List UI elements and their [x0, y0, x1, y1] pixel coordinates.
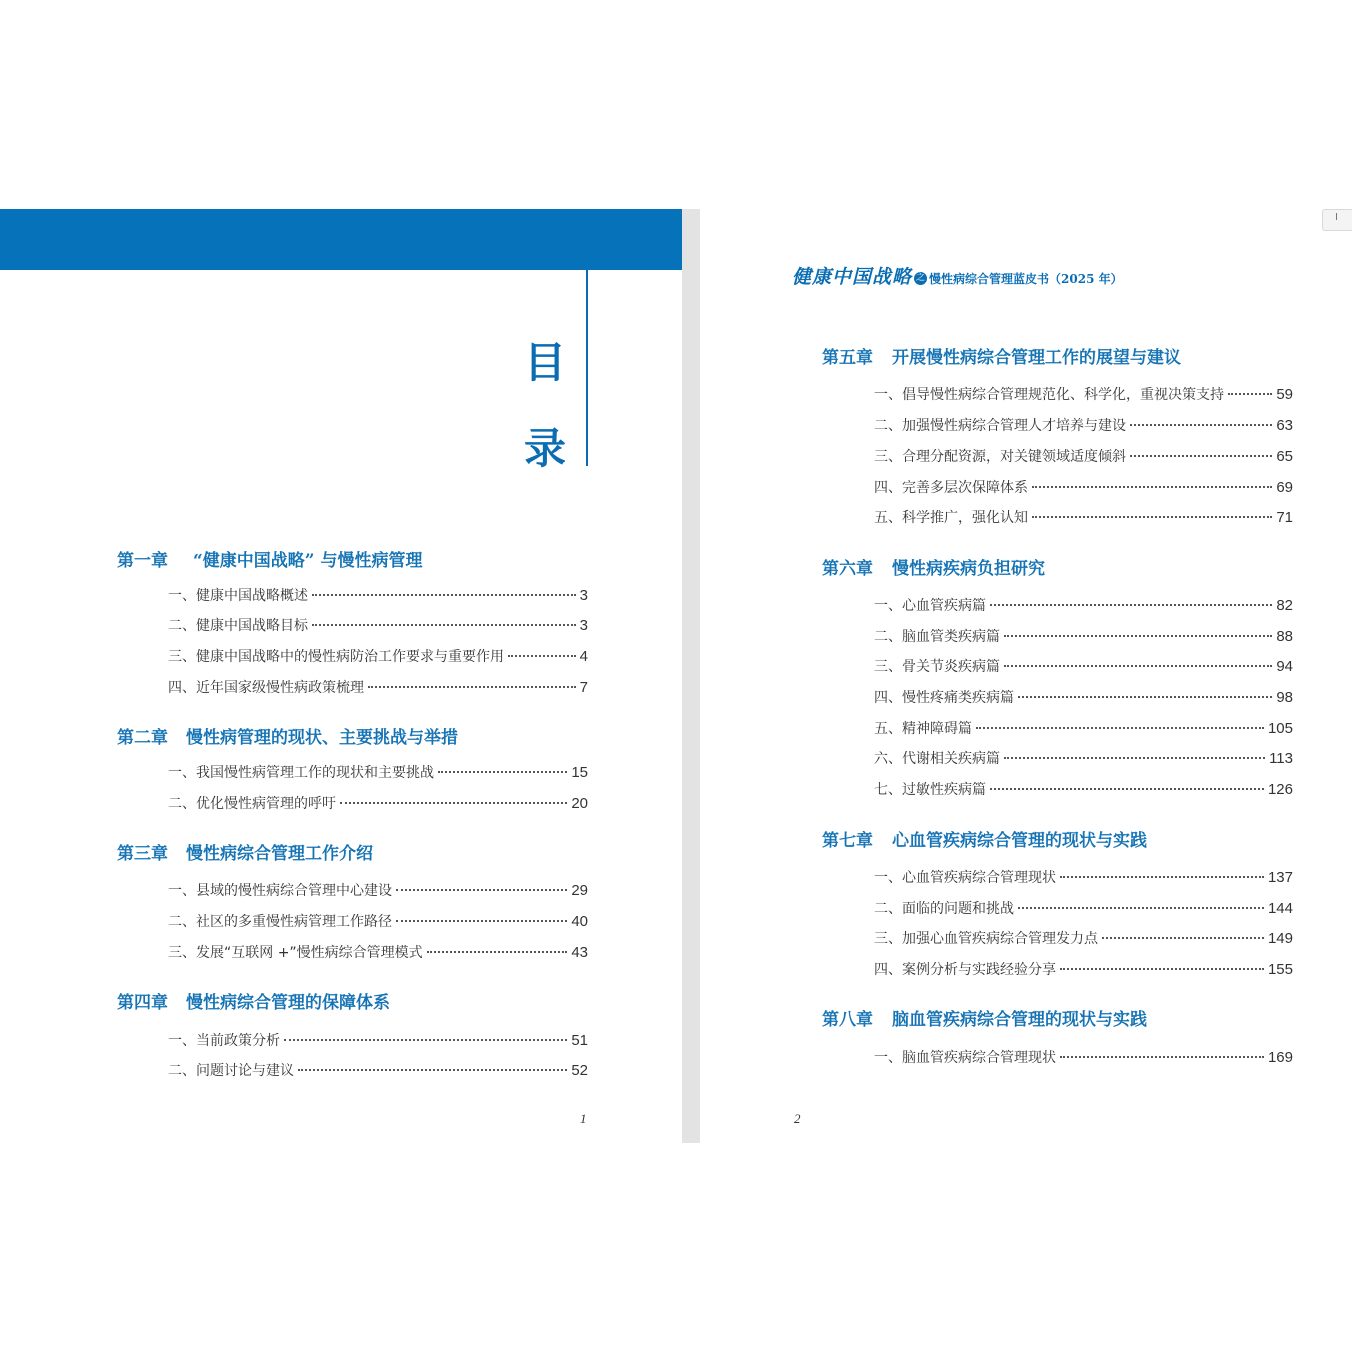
running-head-subtitle: 慢性病综合管理蓝皮书（2025 年） — [929, 272, 1123, 286]
toc-entry-page: 52 — [571, 1062, 588, 1079]
toc-entry-title: 二、加强慢性病综合管理人才培养与建设 — [874, 418, 1126, 434]
toc-entry[interactable] — [168, 585, 588, 605]
toc-entry-title: 四、案例分析与实践经验分享 — [874, 962, 1056, 978]
toc-entry-page: 98 — [1276, 689, 1293, 706]
toc-entry-title: 一、我国慢性病管理工作的现状和主要挑战 — [168, 765, 434, 781]
toc-entry[interactable] — [874, 415, 1293, 435]
toc-entry-page: 82 — [1276, 597, 1293, 614]
dot-leader — [1130, 424, 1272, 426]
toc-entry-title: 一、心血管疾病篇 — [874, 598, 986, 614]
toc-entry[interactable] — [874, 446, 1293, 466]
toc-entry[interactable] — [874, 928, 1293, 948]
chapter-title: 慢性病综合管理工作介绍 — [186, 844, 373, 864]
dot-leader — [1004, 757, 1265, 759]
page-number-right: 2 — [794, 1111, 801, 1126]
toc-entry-title: 五、精神障碍篇 — [874, 721, 972, 737]
toc-entry[interactable] — [874, 959, 1293, 979]
dot-leader — [1060, 968, 1264, 970]
dot-leader — [438, 771, 567, 773]
toc-entry-page: 126 — [1267, 781, 1293, 798]
title-rule — [586, 270, 588, 466]
toc-entry-title: 三、发展“互联网 +”慢性病综合管理模式 — [168, 945, 423, 961]
toc-entry-title: 三、合理分配资源，对关键领域适度倾斜 — [874, 449, 1126, 465]
chapter-heading[interactable] — [822, 554, 1045, 579]
toc-entry[interactable] — [874, 507, 1293, 527]
chapter-number: 第五章 — [822, 348, 873, 368]
toc-entry-page: 20 — [571, 795, 588, 812]
toc-entry[interactable] — [168, 646, 588, 666]
toc-entry-title: 七、过敏性疾病篇 — [874, 782, 986, 798]
toc-entry-page: 4 — [579, 648, 588, 665]
toc-entry-title: 二、问题讨论与建议 — [168, 1063, 294, 1079]
toc-title-char-1: 目 — [524, 338, 567, 387]
toc-entry-title: 三、健康中国战略中的慢性病防治工作要求与重要作用 — [168, 649, 504, 665]
toc-entry[interactable] — [874, 687, 1293, 707]
toc-entry-page: 29 — [571, 882, 588, 899]
toc-entry[interactable] — [874, 867, 1293, 887]
toc-entry-page: 155 — [1267, 961, 1293, 978]
toc-entry-title: 一、健康中国战略概述 — [168, 588, 308, 604]
toc-entry[interactable] — [874, 748, 1293, 768]
dot-leader — [1130, 455, 1272, 457]
toc-entry-page: 137 — [1267, 869, 1293, 886]
toc-entry-page: 3 — [579, 617, 588, 634]
running-head-zhi-badge: 之 — [916, 273, 926, 283]
chapter-number: 第一章 — [117, 551, 168, 571]
toc-entry-title: 一、脑血管疾病综合管理现状 — [874, 1050, 1056, 1066]
toc-entry-title: 四、完善多层次保障体系 — [874, 480, 1028, 496]
toc-entry[interactable] — [168, 793, 588, 813]
dot-leader — [312, 594, 576, 596]
chapter-title: “健康中国战略” 与慢性病管理 — [193, 551, 423, 571]
dot-leader — [990, 788, 1264, 790]
toc-entry[interactable] — [874, 626, 1293, 646]
chapter-title: 慢性病疾病负担研究 — [892, 559, 1045, 579]
toc-entry-page: 65 — [1276, 448, 1293, 465]
toc-entry[interactable] — [874, 656, 1293, 676]
chapter-title: 慢性病综合管理的保障体系 — [186, 993, 390, 1013]
toc-entry[interactable] — [168, 1060, 588, 1080]
toc-entry-page: 15 — [571, 764, 588, 781]
toc-entry-page: 43 — [571, 944, 588, 961]
toc-entry[interactable] — [874, 384, 1293, 404]
toc-entry-title: 二、健康中国战略目标 — [168, 618, 308, 634]
dot-leader — [1060, 1056, 1264, 1058]
chapter-heading[interactable] — [117, 839, 373, 864]
toc-entry-page: 71 — [1276, 509, 1293, 526]
toc-entry-page: 113 — [1269, 750, 1293, 767]
dot-leader — [1032, 516, 1272, 518]
chapter-number: 第四章 — [117, 993, 168, 1013]
toc-entry[interactable] — [168, 942, 588, 962]
toc-entry[interactable] — [874, 1047, 1293, 1067]
running-head — [792, 262, 1123, 289]
toc-entry-page: 51 — [571, 1032, 588, 1049]
toc-entry[interactable] — [168, 1030, 588, 1050]
toc-entry-title: 二、脑血管类疾病篇 — [874, 629, 1000, 645]
toc-entry-page: 169 — [1267, 1049, 1293, 1066]
dot-leader — [1032, 486, 1272, 488]
chapter-heading[interactable] — [822, 826, 1147, 851]
chapter-heading[interactable] — [822, 1005, 1147, 1030]
chapter-number: 第三章 — [117, 844, 168, 864]
toc-entry-page: 149 — [1267, 930, 1293, 947]
dot-leader — [976, 727, 1264, 729]
dot-leader — [396, 889, 567, 891]
dot-leader — [1004, 635, 1272, 637]
toc-entry-page: 69 — [1276, 479, 1293, 496]
header-band — [0, 209, 682, 270]
toc-entry-page: 3 — [579, 587, 588, 604]
toc-entry-page: 94 — [1276, 658, 1293, 675]
toc-entry-title: 二、面临的问题和挑战 — [874, 901, 1014, 917]
dot-leader — [1018, 907, 1264, 909]
toc-entry[interactable] — [168, 677, 588, 697]
dot-leader — [1004, 665, 1272, 667]
dot-leader — [340, 802, 567, 804]
dot-leader — [396, 920, 567, 922]
toc-entry[interactable] — [874, 898, 1293, 918]
chapter-number: 第七章 — [822, 831, 873, 851]
toc-entry[interactable] — [168, 615, 588, 635]
dot-leader — [368, 686, 576, 688]
toc-entry-page: 7 — [579, 679, 588, 696]
toc-entry-title: 六、代谢相关疾病篇 — [874, 751, 1000, 767]
dot-leader — [1102, 937, 1264, 939]
toc-entry-title: 二、社区的多重慢性病管理工作路径 — [168, 914, 392, 930]
page-gutter — [682, 209, 700, 1143]
toc-entry-page: 59 — [1276, 386, 1293, 403]
toc-entry[interactable] — [874, 779, 1293, 799]
chapter-number: 第六章 — [822, 559, 873, 579]
toc-entry-title: 三、加强心血管疾病综合管理发力点 — [874, 931, 1098, 947]
toc-entry[interactable] — [874, 477, 1293, 497]
toc-entry[interactable] — [168, 762, 588, 782]
dot-leader — [298, 1069, 567, 1071]
dot-leader — [284, 1039, 567, 1041]
chapter-number: 第八章 — [822, 1010, 873, 1030]
chapter-heading[interactable] — [117, 988, 390, 1013]
toc-entry-title: 五、科学推广，强化认知 — [874, 510, 1028, 526]
toc-entry[interactable] — [874, 718, 1293, 738]
chapter-heading[interactable] — [117, 546, 422, 571]
running-head-brand: 健康中国战略 — [792, 266, 913, 288]
toc-entry-title: 四、近年国家级慢性病政策梳理 — [168, 680, 364, 696]
chapter-heading[interactable] — [822, 343, 1181, 368]
dot-leader — [508, 655, 576, 657]
page-number-left: 1 — [580, 1111, 587, 1126]
toc-entry[interactable] — [874, 595, 1293, 615]
toc-entry-page: 40 — [571, 913, 588, 930]
dot-leader — [990, 604, 1272, 606]
toc-entry-title: 一、当前政策分析 — [168, 1033, 280, 1049]
chapter-number: 第二章 — [117, 728, 168, 748]
toc-entry-page: 144 — [1267, 900, 1293, 917]
toc-entry-title: 二、优化慢性病管理的呼吁 — [168, 796, 336, 812]
toc-entry-title: 一、县域的慢性病综合管理中心建设 — [168, 883, 392, 899]
toc-entry-page: 63 — [1276, 417, 1293, 434]
toc-entry-page: 88 — [1276, 628, 1293, 645]
chapter-heading[interactable] — [117, 723, 458, 748]
dot-leader — [1228, 393, 1272, 395]
toc-title-char-2: 录 — [524, 424, 567, 473]
corner-tab[interactable] — [1322, 209, 1352, 231]
chapter-title: 脑血管疾病综合管理的现状与实践 — [892, 1010, 1147, 1030]
toc-entry-title: 一、心血管疾病综合管理现状 — [874, 870, 1056, 886]
toc-entry[interactable] — [168, 911, 588, 931]
toc-entry-page: 105 — [1267, 720, 1293, 737]
chapter-title: 慢性病管理的现状、主要挑战与举措 — [186, 728, 458, 748]
toc-entry-title: 一、倡导慢性病综合管理规范化、科学化，重视决策支持 — [874, 387, 1224, 403]
dot-leader — [427, 951, 568, 953]
chapter-title: 开展慢性病综合管理工作的展望与建议 — [892, 348, 1181, 368]
dot-leader — [1060, 876, 1264, 878]
chapter-title: 心血管疾病综合管理的现状与实践 — [892, 831, 1147, 851]
toc-entry[interactable] — [168, 880, 588, 900]
dot-leader — [312, 624, 576, 626]
toc-entry-title: 四、慢性疼痛类疾病篇 — [874, 690, 1014, 706]
toc-entry-title: 三、骨关节炎疾病篇 — [874, 659, 1000, 675]
dot-leader — [1018, 696, 1272, 698]
